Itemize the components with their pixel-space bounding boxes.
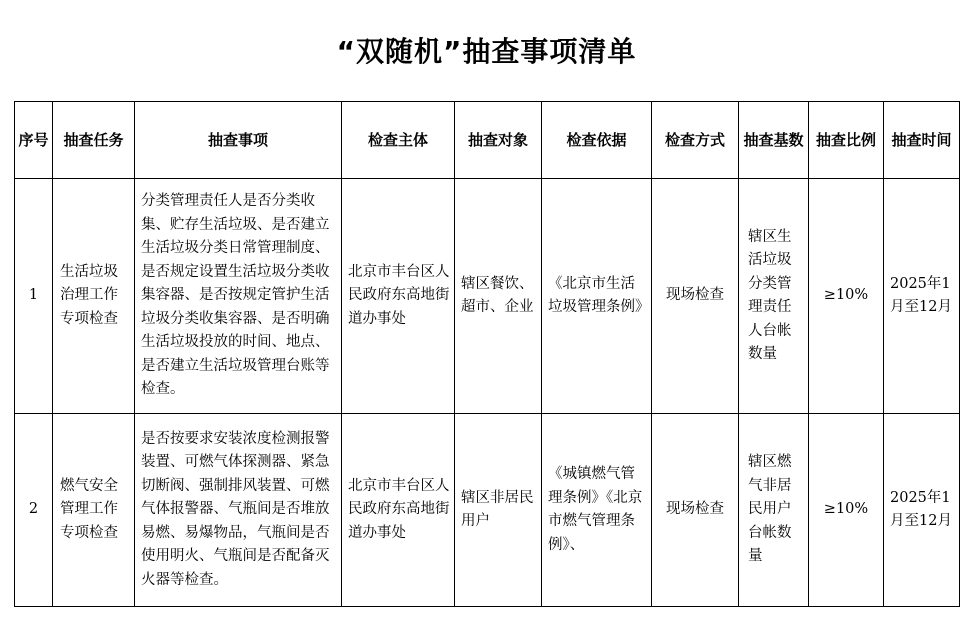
inspection-table	[14, 101, 960, 607]
cell-base: 辖区生活垃圾分类管理责任人台帐数量	[739, 179, 809, 414]
cell-ratio: ≥10%	[809, 179, 884, 414]
cell-time: 2025年1月至12月	[884, 179, 960, 414]
cell-time: 2025年1月至12月	[884, 414, 960, 607]
cell-subject: 北京市丰台区人民政府东高地街道办事处	[342, 179, 455, 414]
cell-seq: 1	[15, 179, 53, 414]
cell-basis: 《城镇燃气管理条例》《北京市燃气管理条例》、	[542, 414, 652, 607]
table-row	[15, 179, 960, 414]
cell-target: 辖区非居民用户	[455, 414, 542, 607]
header-base: 抽查基数	[739, 102, 809, 179]
header-time: 抽查时间	[884, 102, 960, 179]
cell-seq: 2	[15, 414, 53, 607]
header-basis: 检查依据	[542, 102, 652, 179]
cell-subject: 北京市丰台区人民政府东高地街道办事处	[342, 414, 455, 607]
cell-ratio: ≥10%	[809, 414, 884, 607]
table-row	[15, 414, 960, 607]
page-title: “双随机”抽查事项清单	[336, 35, 637, 68]
cell-item: 分类管理责任人是否分类收集、贮存生活垃圾、是否建立生活垃圾分类日常管理制度、是否规定设置生活垃圾分类收集容器、是否按规定管护生活垃圾分类收集容器、是否明确生活垃圾投放的时间、地点、是否建立生活垃圾管理台账等检查。	[135, 179, 342, 414]
cell-basis: 《北京市生活垃圾管理条例》	[542, 179, 652, 414]
header-method: 检查方式	[652, 102, 739, 179]
cell-item: 是否按要求安装浓度检测报警装置、可燃气体探测器、紧急切断阀、强制排风装置、可燃气体报警器、气瓶间是否堆放易燃、易爆物品，气瓶间是否使用明火、气瓶间是否配备灭火器等检查。	[135, 414, 342, 607]
header-seq: 序号	[15, 102, 53, 179]
header-ratio: 抽查比例	[809, 102, 884, 179]
cell-task: 生活垃圾治理工作专项检查	[53, 179, 135, 414]
header-task: 抽查任务	[53, 102, 135, 179]
cell-target: 辖区餐饮、超市、企业	[455, 179, 542, 414]
cell-task: 燃气安全管理工作专项检查	[53, 414, 135, 607]
header-target: 抽查对象	[455, 102, 542, 179]
cell-method: 现场检查	[652, 414, 739, 607]
cell-method: 现场检查	[652, 179, 739, 414]
table-header-row	[15, 102, 960, 179]
cell-base: 辖区燃气非居民用户台帐数量	[739, 414, 809, 607]
header-subject: 检查主体	[342, 102, 455, 179]
header-item: 抽查事项	[135, 102, 342, 179]
